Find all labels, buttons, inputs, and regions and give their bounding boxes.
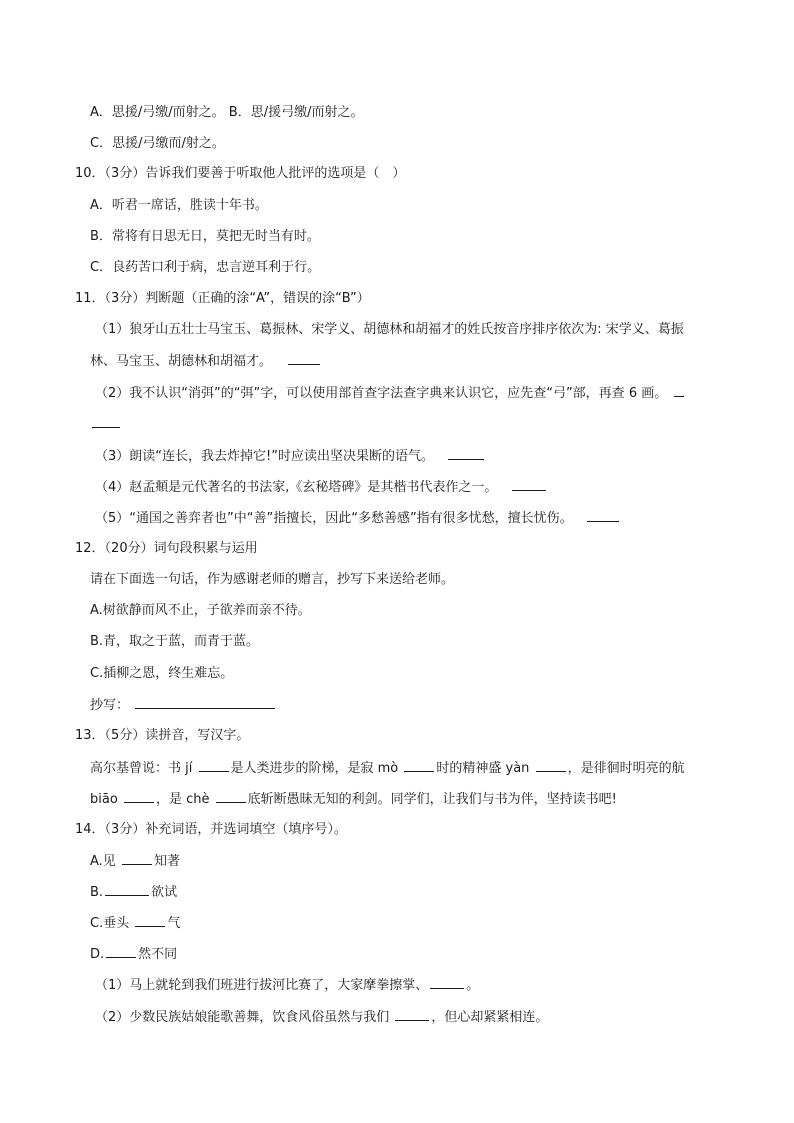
q11-statement-5	[95, 509, 621, 528]
answer-blank[interactable]	[674, 384, 684, 397]
q11-statement-2-text: （2）我不认识“消弭”的“弭”字，可以使用部首查字法查字典来认识它，应先查“弓”部，再查 6 画。	[95, 386, 668, 401]
pinyin-blank[interactable]	[536, 759, 566, 772]
q11-statement-3	[95, 447, 486, 466]
answer-blank[interactable]	[587, 509, 619, 522]
copy-answer-blank[interactable]	[135, 696, 275, 709]
q14-sentence-1-text: （1）马上就轮到我们班进行拔河比赛了，大家摩拳擦掌、	[95, 978, 429, 993]
pinyin-blank[interactable]	[124, 790, 154, 803]
word-blank[interactable]	[135, 914, 165, 927]
word-blank[interactable]	[122, 852, 152, 865]
pinyin-blank[interactable]	[216, 790, 246, 803]
q10-stem: 10．（3分）告诉我们要善于听取他人批评的选项是（ ）	[75, 166, 406, 181]
q14-option-c-prefix: C.垂头	[90, 916, 130, 931]
q11-statement-1-text: 林、马宝玉、胡德林和胡福才。	[90, 354, 273, 369]
q11-statement-1-line1: （1）狼牙山五壮士马宝玉、葛振林、宋学义、胡德林和胡福才的姓氏按音序排序依次为: 宋学义、葛振	[95, 322, 684, 337]
q9-option-ab: A．思援/弓缴/而射之。 B．思/援弓缴/而射之。	[90, 105, 364, 120]
answer-blank[interactable]	[512, 478, 546, 491]
q10-option-b: B．常将有日思无日，莫把无时当有时。	[90, 229, 320, 244]
word-blank[interactable]	[105, 883, 149, 896]
q10-option-c: C．良药苦口利于病，忠言逆耳利于行。	[90, 260, 321, 275]
q14-option-a-prefix: A.见	[90, 854, 116, 869]
q14-option-d-prefix: D.	[90, 947, 105, 962]
q14-sentence-1	[95, 976, 479, 995]
q14-option-c-suffix: 气	[167, 916, 181, 931]
q13-text: biāo	[90, 792, 118, 807]
answer-blank[interactable]	[430, 976, 464, 989]
q12-intro: 请在下面选一句话，作为感谢老师的赠言，抄写下来送给老师。	[90, 572, 455, 587]
q13-text: 时的精神盛 yàn	[436, 761, 530, 776]
q13-line2	[90, 790, 617, 809]
q11-statement-2-line1	[95, 384, 686, 403]
q13-text: 是人类进步的阶梯，是寂 mò	[230, 761, 399, 776]
q14-option-b-prefix: B.	[90, 885, 104, 900]
q14-option-d	[90, 945, 177, 964]
q13-text: ，是徘徊时明亮的航	[567, 761, 685, 776]
q12-option-a: A.树欲静而风不止，子欲养而亲不待。	[90, 603, 311, 618]
q14-option-c	[90, 914, 180, 933]
q13-text: 底斩断愚昧无知的利剑。同学们，让我们与书为伴，坚持读书吧!	[247, 792, 617, 807]
q11-statement-4-text: （4）赵孟頫是元代著名的书法家,《玄秘塔碑》是其楷书代表作之一。	[95, 480, 498, 495]
answer-blank[interactable]	[92, 415, 120, 428]
q14-option-b	[90, 883, 177, 902]
q11-statement-2-line2	[90, 415, 122, 434]
q14-sentence-2-text: （2）少数民族姑娘能歌善舞，饮食风俗虽然与我们	[95, 1010, 390, 1025]
q13-stem: 13．（5分）读拼音，写汉字。	[75, 728, 250, 743]
q9-option-c: C．思援/弓缴而/射之。	[90, 136, 225, 151]
q14-option-b-suffix: 欲试	[151, 885, 178, 900]
q14-sentence-1-end: 。	[466, 978, 480, 993]
q11-statement-3-text: （3）朗读“连长，我去炸掉它!”时应读出坚决果断的语气。	[95, 449, 434, 464]
q11-statement-5-text: （5）“通国之善弈者也”中“善”指擅长，因此“多愁善感”指有很多忧愁，擅长忧伤。	[95, 511, 573, 526]
q12-option-b: B.青，取之于蓝，而青于蓝。	[90, 634, 260, 649]
q12-option-c: C.插柳之恩，终生难忘。	[90, 666, 234, 681]
answer-blank[interactable]	[448, 447, 484, 460]
q14-stem: 14．（3分）补充词语，并选词填空（填序号）。	[75, 822, 347, 837]
q13-text: ，是 chè	[155, 792, 210, 807]
q12-copy-label: 抄写：	[90, 698, 130, 713]
q14-option-d-suffix: 然不同	[138, 947, 178, 962]
answer-blank[interactable]	[288, 352, 320, 365]
pinyin-blank[interactable]	[199, 759, 229, 772]
q11-stem: 11．（3分）判断题（正确的涂“A”，错误的涂“B”）	[75, 291, 370, 306]
q14-sentence-2-end: ，但心却紧紧相连。	[431, 1010, 549, 1025]
q13-text: 高尔基曾说：书 jí	[90, 761, 193, 776]
word-blank[interactable]	[106, 945, 136, 958]
answer-blank[interactable]	[395, 1008, 429, 1021]
q11-statement-1-line2	[90, 352, 322, 371]
pinyin-blank[interactable]	[404, 759, 434, 772]
q13-line1	[90, 759, 685, 778]
q11-statement-4	[95, 478, 548, 497]
q10-option-a: A．听君一席话，胜读十年书。	[90, 198, 268, 213]
q12-stem: 12．（20分）词句段积累与运用	[75, 541, 258, 556]
q14-sentence-2	[95, 1008, 548, 1027]
q14-option-a	[90, 852, 180, 871]
q12-copy-line	[90, 696, 277, 715]
q14-option-a-suffix: 知著	[153, 854, 180, 869]
